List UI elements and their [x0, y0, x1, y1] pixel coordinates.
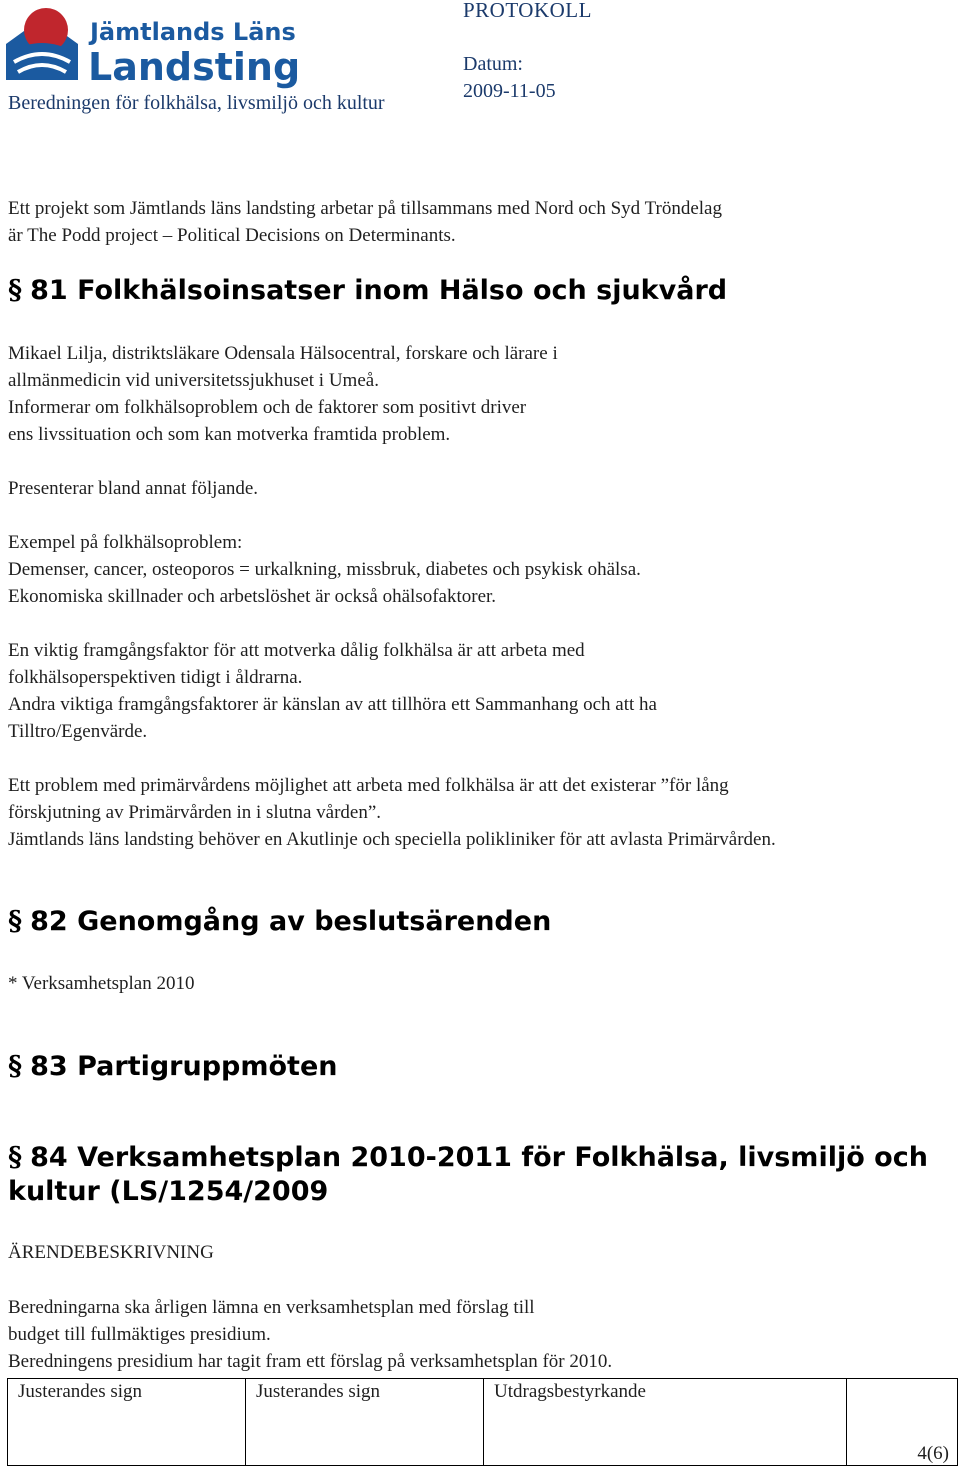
text-line: Ett projekt som Jämtlands läns landsting arbetar på tillsammans med Nord och Syd Tröndelag [8, 198, 722, 219]
signature-label: Utdragsbestyrkande [494, 1381, 646, 1402]
text-line: Informerar om folkhälsoproblem och de faktorer som positivt driver [8, 397, 527, 418]
text-line: folkhälsoperspektiven tidigt i åldrarna. [8, 667, 303, 688]
section-82-item [8, 970, 194, 997]
text-line: Exempel på folkhälsoproblem: [8, 532, 243, 553]
text-line: ens livssituation och som kan motverka framtida problem. [8, 424, 451, 445]
text-line: En viktig framgångsfaktor för att motverka dålig folkhälsa är att arbeta med [8, 640, 585, 661]
section-title: 83 Partigruppmöten [30, 1051, 338, 1082]
page-number-cell [847, 1379, 957, 1465]
section-84-heading [8, 1141, 928, 1209]
text-line: är The Podd project – Political Decisions on Determinants. [8, 225, 456, 246]
paragraph-symbol: § [8, 275, 23, 306]
text-line: Ekonomiska skillnader och arbetslöshet är också ohälsofaktorer. [8, 586, 497, 607]
section-82-heading [8, 905, 551, 939]
text-line: Demenser, cancer, osteoporos = urkalkning, missbruk, diabetes och psykisk ohälsa. [8, 559, 641, 580]
section-81-paragraph-4 [8, 637, 657, 745]
text-line: ÄRENDEBESKRIVNING [8, 1242, 214, 1263]
text-line: Beredningarna ska årligen lämna en verksamhetsplan med förslag till [8, 1297, 535, 1318]
committee-name: Beredningen för folkhälsa, livsmiljö och kultur [8, 92, 385, 114]
signature-label: Justerandes sign [18, 1381, 143, 1402]
signature-cell [246, 1379, 484, 1465]
text-line: Mikael Lilja, distriktsläkare Odensala Hälsocentral, forskare och lärare i [8, 343, 558, 364]
paragraph-symbol: § [8, 906, 23, 937]
text-line: Presenterar bland annat följande. [8, 478, 259, 499]
section-81-paragraph-1 [8, 340, 558, 448]
date-value: 2009-11-05 [463, 80, 556, 102]
text-line: Andra viktiga framgångsfaktorer är känslan av att tillhöra ett Sammanhang och att ha [8, 694, 657, 715]
section-81-paragraph-5 [8, 772, 776, 853]
section-81-paragraph-3 [8, 529, 641, 610]
paragraph-symbol: § [8, 1142, 23, 1173]
landsting-logo [4, 4, 301, 89]
text-line: * Verksamhetsplan 2010 [8, 973, 195, 994]
text-line: Beredningens presidium har tagit fram ett förslag på verksamhetsplan för 2010. [8, 1351, 613, 1372]
intro-paragraph [8, 195, 722, 249]
section-81-heading [8, 274, 727, 308]
logo-line2: Landsting [88, 45, 301, 89]
text-line: Ett problem med primärvårdens möjlighet att arbeta med folkhälsa är att det existerar ”för lång [8, 775, 729, 796]
signature-table [7, 1378, 958, 1466]
section-84-paragraph-1 [8, 1294, 612, 1375]
text-line: Tilltro/Egenvärde. [8, 721, 148, 742]
document-type: PROTOKOLL [463, 0, 592, 22]
signature-cell [8, 1379, 246, 1465]
date-label: Datum: [463, 53, 523, 75]
page-number: 4(6) [917, 1443, 949, 1464]
section-84-subheading [8, 1239, 214, 1266]
signature-label: Justerandes sign [256, 1381, 381, 1402]
logo-line1: Jämtlands Läns [90, 18, 296, 46]
section-title: 81 Folkhälsoinsatser inom Hälso och sjukvård [30, 275, 728, 306]
signature-cell [484, 1379, 847, 1465]
text-line: Jämtlands läns landsting behöver en Akutlinje och speciella polikliniker för att avlasta Primärvården. [8, 829, 776, 850]
text-line: budget till fullmäktiges presidium. [8, 1324, 271, 1345]
paragraph-symbol: § [8, 1051, 23, 1082]
text-line: förskjutning av Primärvården in i slutna vården”. [8, 802, 382, 823]
text-line: allmänmedicin vid universitetssjukhuset i Umeå. [8, 370, 379, 391]
section-title: 82 Genomgång av beslutsärenden [30, 906, 552, 937]
section-81-paragraph-2 [8, 475, 258, 502]
section-title-line1: 84 Verksamhetsplan 2010-2011 för Folkhälsa, livsmiljö och [30, 1142, 928, 1173]
section-title-line2: kultur (LS/1254/2009 [8, 1176, 329, 1207]
section-83-heading [8, 1050, 338, 1084]
